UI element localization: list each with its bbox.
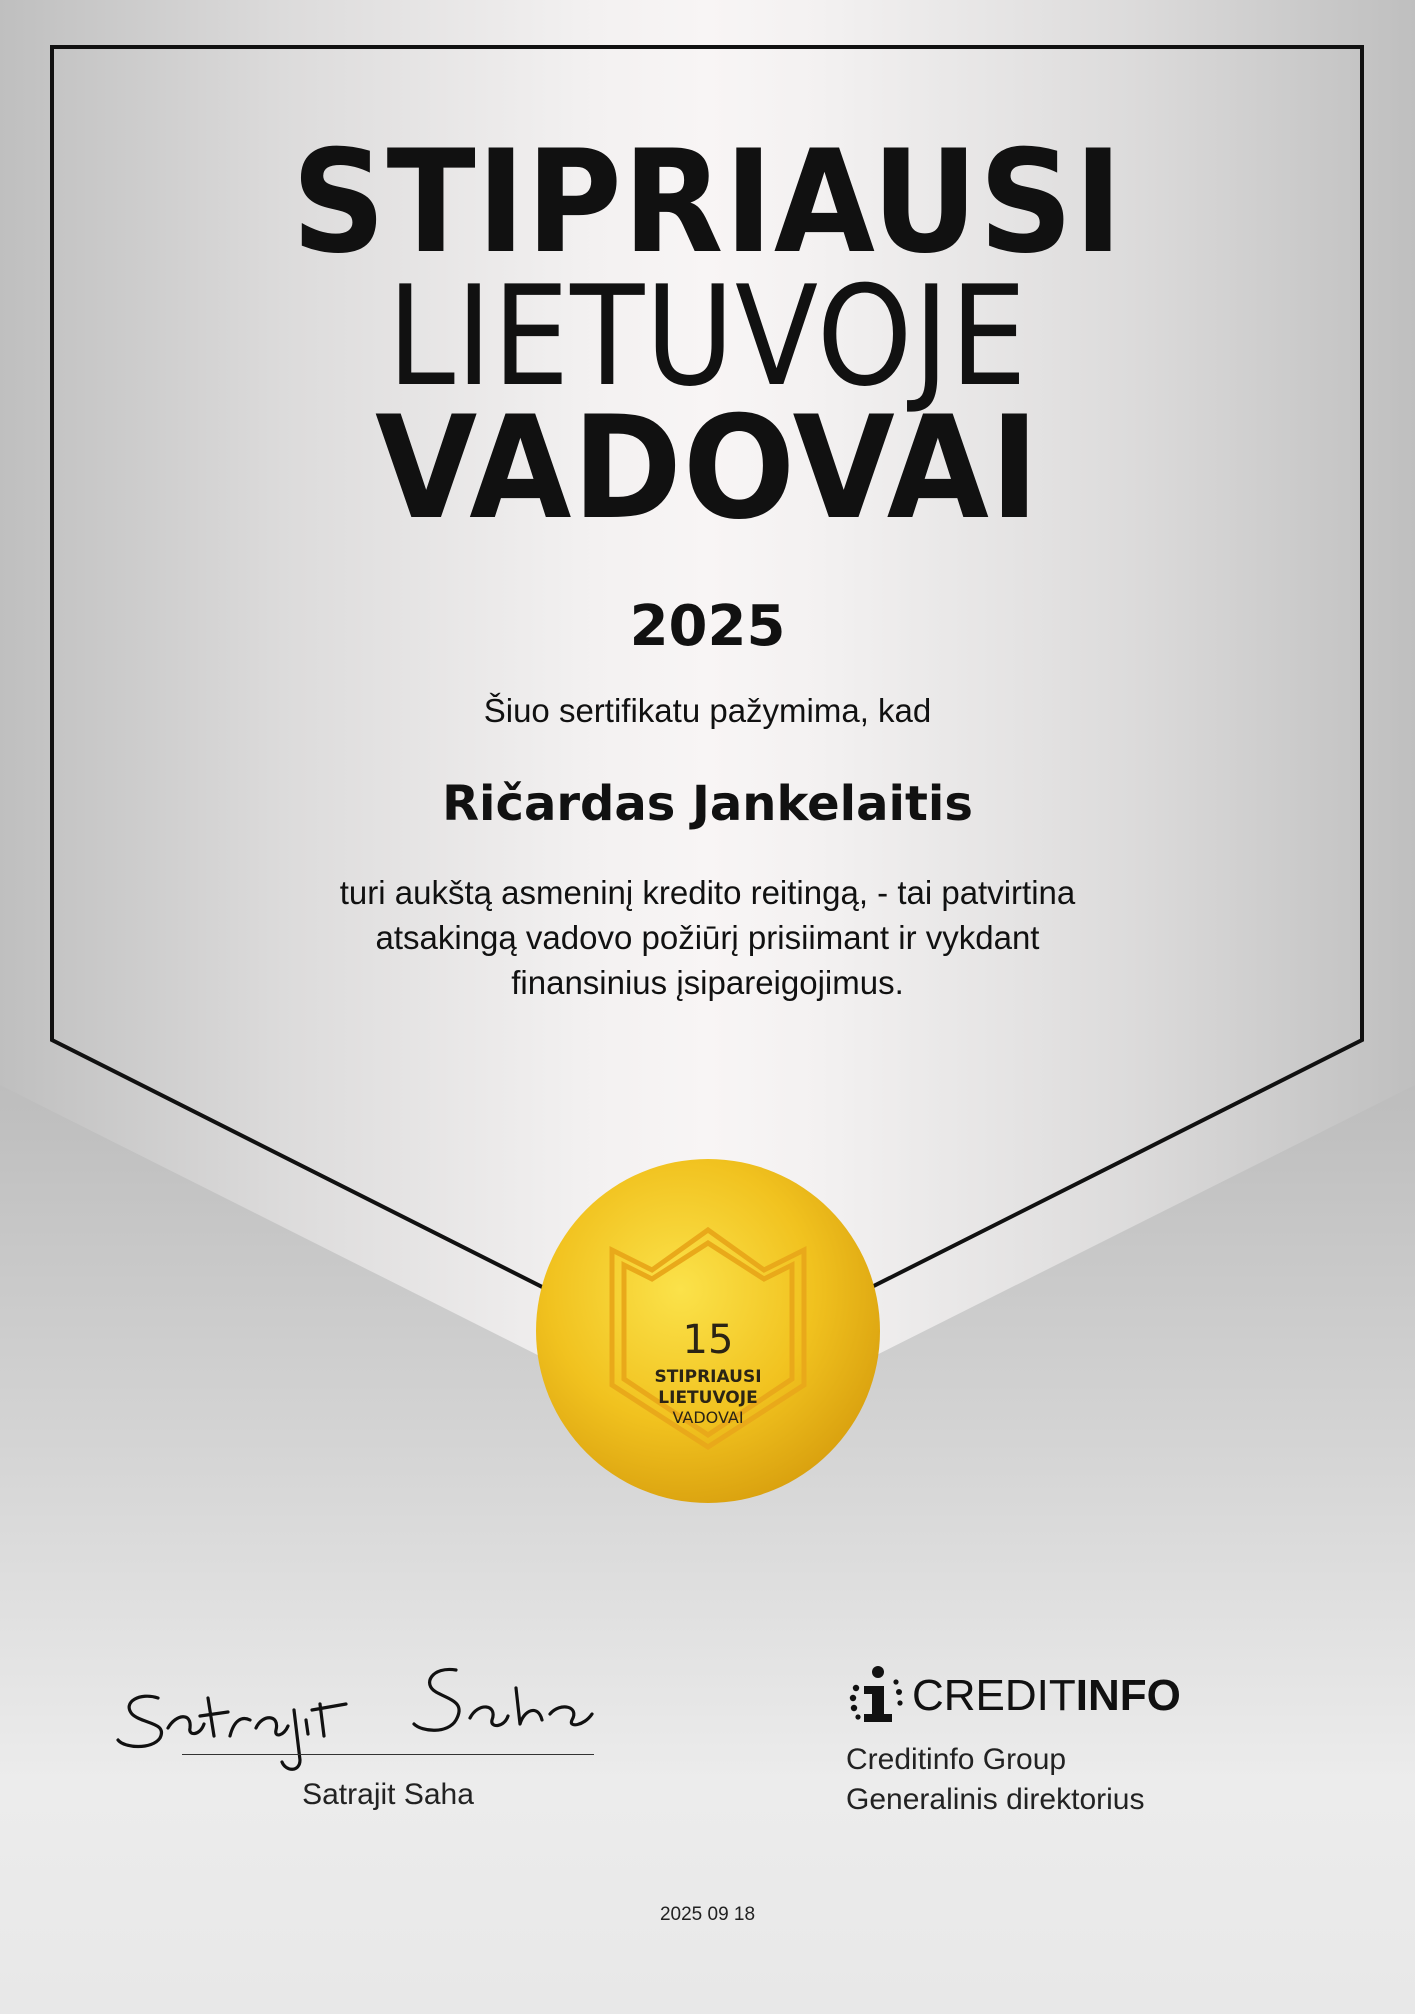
creditinfo-wordmark (912, 1671, 1181, 1721)
title-line-2: LIETUVOJE (387, 256, 1028, 417)
medal-line-3: VADOVAI (672, 1408, 744, 1427)
intro-text: Šiuo sertifikatu pažymima, kad (483, 692, 932, 729)
signatory-name: Satrajit Saha (302, 1778, 474, 1811)
creditinfo-i-icon (848, 1664, 904, 1728)
title-line-1: STIPRIAUSI (291, 120, 1124, 285)
issue-date: 2025 09 18 (659, 1904, 756, 1925)
signature-line (182, 1754, 594, 1755)
organization-role: Generalinis direktorius (846, 1783, 1145, 1816)
gold-medal-icon (532, 1155, 884, 1507)
logo-text-light: CREDIT (912, 1671, 1076, 1720)
description-line-3: finansinius įsipareigojimus. (511, 964, 904, 1001)
description (0, 870, 1415, 1005)
certificate-year: 2025 (629, 594, 786, 659)
description-line-2: atsakingą vadovo požiūrį prisiimant ir vykdant (375, 919, 1040, 956)
recipient-name: Ričardas Jankelaitis (442, 776, 973, 832)
medal-number: 15 (682, 1317, 734, 1363)
description-line-1: turi aukštą asmeninį kredito reitingą, - tai patvirtina (339, 874, 1076, 911)
organization-info (846, 1740, 1144, 1820)
organization-name: Creditinfo Group (846, 1743, 1067, 1776)
medal-line-2: LIETUVOJE (658, 1388, 758, 1408)
logo-text-bold: INFO (1075, 1671, 1181, 1720)
title-line-3: VADOVAI (375, 386, 1040, 551)
handwritten-signature (110, 1640, 610, 1780)
medal-line-1: STIPRIAUSI (654, 1367, 762, 1387)
creditinfo-logo (848, 1664, 1181, 1728)
